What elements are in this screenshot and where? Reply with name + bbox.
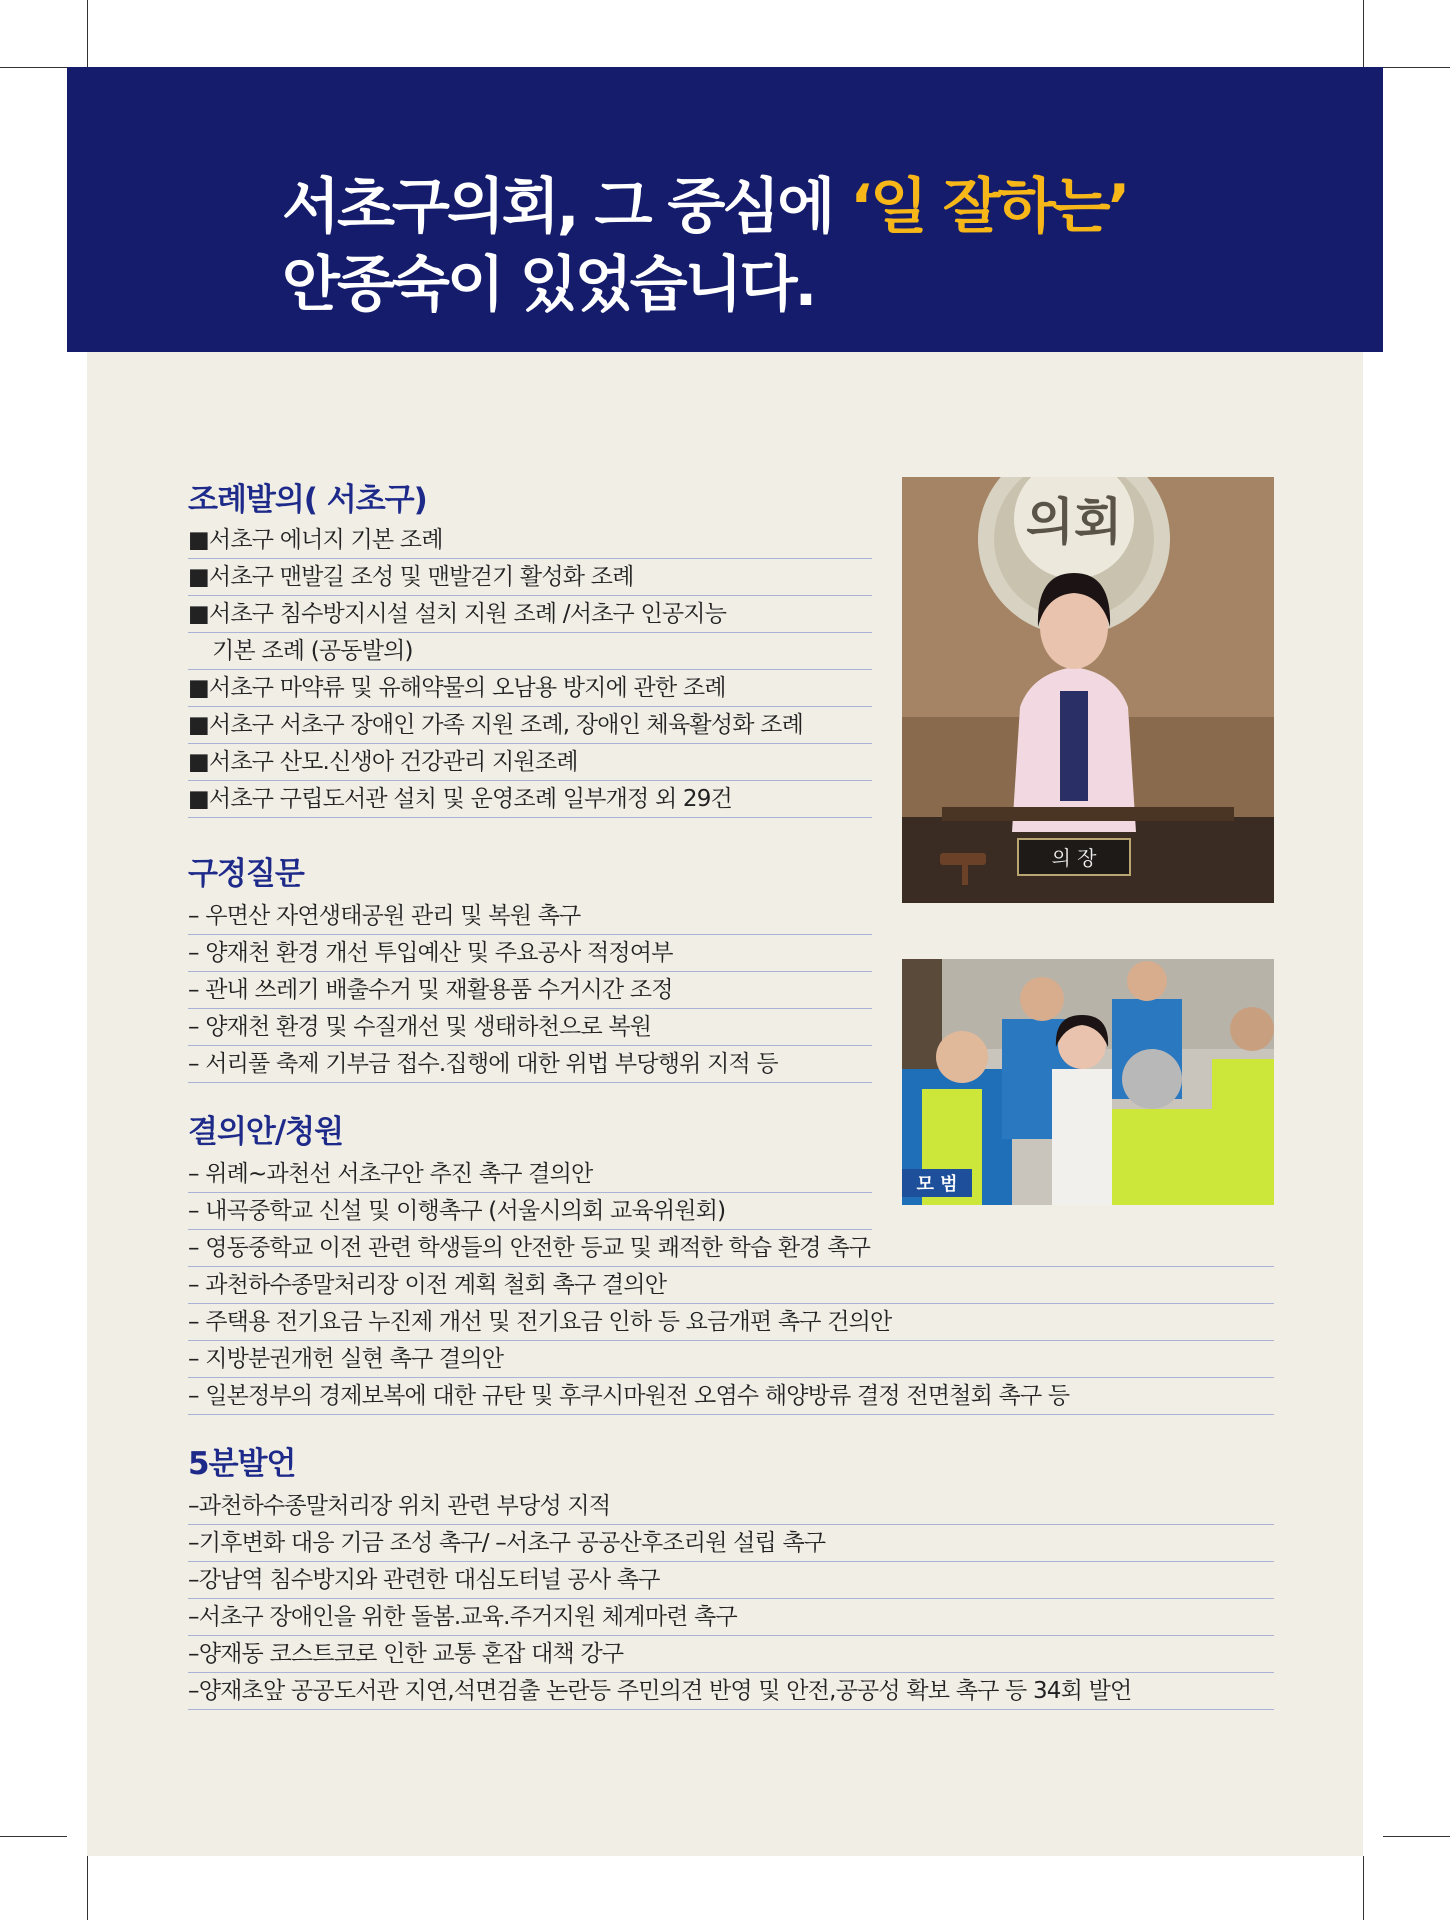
title-highlight: ‘일 잘하는’ [850, 172, 1128, 242]
crop-mark [87, 0, 88, 67]
list-item: –양재동 코스트코로 인한 교통 혼잡 대책 강구 [188, 1636, 1274, 1673]
list-item: ■서초구 맨발길 조성 및 맨발걷기 활성화 조례 [188, 559, 872, 596]
list-item: – 양재천 환경 및 수질개선 및 생태하천으로 복원 [188, 1009, 872, 1046]
section-title-questions: 구정질문 [188, 856, 304, 892]
crop-mark [87, 1856, 88, 1920]
section-title-ordinance: 조례발의( 서초구) [188, 482, 427, 518]
list-item: – 주택용 전기요금 누진제 개선 및 전기요금 인하 등 요금개편 촉구 건의안 [188, 1304, 1274, 1341]
nameplate-text: 의 장 [1051, 846, 1097, 870]
vest-text: 모 범 [916, 1174, 958, 1195]
list-item: ■서초구 서초구 장애인 가족 지원 조례, 장애인 체육활성화 조례 [188, 707, 872, 744]
speaker-figure [1052, 1015, 1112, 1205]
list-item: – 양재천 환경 개선 투입예산 및 주요공사 적정여부 [188, 935, 872, 972]
speeches-list [188, 1488, 1274, 1710]
page-title [282, 168, 1127, 324]
list-item: – 관내 쓰레기 배출수거 및 재활용품 수거시간 조정 [188, 972, 872, 1009]
title-line1-prefix: 서초구의회, 그 중심에 [282, 172, 851, 242]
volunteers-photo [902, 959, 1274, 1205]
chamber-photo [902, 477, 1274, 903]
list-item: – 일본정부의 경제보복에 대한 규탄 및 후쿠시마원전 오염수 해양방류 결정 전면철회 촉구 등 [188, 1378, 1274, 1415]
list-item: –기후변화 대응 기금 조성 촉구/ –서초구 공공산후조리원 설립 촉구 [188, 1525, 1274, 1562]
list-item: ■서초구 침수방지시설 설치 지원 조례 /서초구 인공지능 [188, 596, 872, 633]
list-item: ■서초구 에너지 기본 조례 [188, 522, 872, 559]
list-item: 기본 조례 (공동발의) [188, 633, 872, 670]
list-item: –과천하수종말처리장 위치 관련 부당성 지적 [188, 1488, 1274, 1525]
list-item: – 우면산 자연생태공원 관리 및 복원 촉구 [188, 898, 872, 935]
list-item: –양재초앞 공공도서관 지연,석면검출 논란등 주민의견 반영 및 안전,공공성 확보 촉구 등 34회 발언 [188, 1673, 1274, 1710]
list-item: – 영동중학교 이전 관련 학생들의 안전한 등교 및 쾌적한 학습 환경 촉구 [188, 1230, 1274, 1267]
list-item: – 위례~과천선 서초구안 추진 촉구 결의안 [188, 1156, 872, 1193]
list-item: – 서리풀 축제 기부금 접수.집행에 대한 위법 부당행위 지적 등 [188, 1046, 872, 1083]
list-item: – 지방분권개헌 실현 촉구 결의안 [188, 1341, 1274, 1378]
ordinance-list [188, 522, 872, 818]
emblem-text: 의회 [1025, 493, 1123, 551]
list-item: ■서초구 마약류 및 유해약물의 오남용 방지에 관한 조례 [188, 670, 872, 707]
list-item: – 내곡중학교 신설 및 이행촉구 (서울시의회 교육위원회) [188, 1193, 872, 1230]
list-item: – 과천하수종말처리장 이전 계획 철회 촉구 결의안 [188, 1267, 1274, 1304]
crop-mark [0, 1836, 67, 1837]
list-item: ■서초구 산모.신생아 건강관리 지원조례 [188, 744, 872, 781]
list-item: –강남역 침수방지와 관련한 대심도터널 공사 촉구 [188, 1562, 1274, 1599]
title-line2: 안종숙이 있었습니다. [282, 250, 815, 320]
section-title-resolutions: 결의안/청원 [188, 1114, 344, 1150]
crop-mark [1383, 1836, 1450, 1837]
crop-mark [1363, 1856, 1364, 1920]
crop-mark [0, 67, 67, 68]
questions-list [188, 898, 872, 1083]
section-title-speeches: 5분발언 [188, 1446, 296, 1482]
list-item: –서초구 장애인을 위한 돌봄.교육.주거지원 체계마련 촉구 [188, 1599, 1274, 1636]
list-item: ■서초구 구립도서관 설치 및 운영조례 일부개정 외 29건 [188, 781, 872, 818]
crop-mark [1363, 0, 1364, 67]
crop-mark [1383, 67, 1450, 68]
